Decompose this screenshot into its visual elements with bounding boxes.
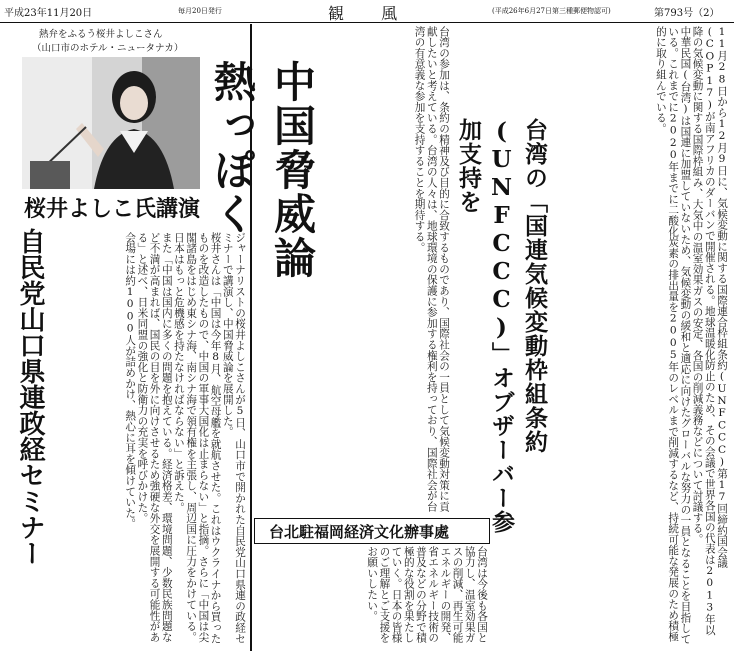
right-article-body-c xyxy=(254,546,488,646)
byline-box xyxy=(254,518,490,544)
speaker-photo xyxy=(22,57,200,189)
right-article-body-a xyxy=(492,26,728,646)
photo-caption-2: （山口市のホテル・ニュータナカ） xyxy=(32,43,184,54)
byline: 台北駐福岡経済文化辦事處 xyxy=(269,523,450,541)
publication-date: 平成23年11月20日 xyxy=(4,8,93,19)
page-header xyxy=(0,0,734,23)
headline-event: 自民党山口県連政経セミナー xyxy=(15,228,45,566)
issue-number: 第793号（2） xyxy=(654,8,720,19)
newspaper-logo: 観 風 xyxy=(328,4,414,23)
photo-caption-1: 熱弁をふるう桜井よしこさん xyxy=(39,29,163,40)
left-article-body xyxy=(46,232,246,644)
headline-taiwan: 台湾の「国連気候変動枠組条約(UNFCCC)」オブザーバー参加支持を xyxy=(455,118,548,534)
right-paragraph-2: 中華民国(台湾)は国連に加盟していないため、気候変動の緩和と適応に向けたグローバルな努力の一員となることを目指している。これまでに2020年までに二酸化炭素の排出量を2005年のレベルまで削減するなど、持続可能な発展のため積極的に取り組んでいる。 xyxy=(654,26,692,645)
right-paragraph-4: 台湾は今後も各国と協力し、温室効果ガスの削減、再生可能エネルギーの開発、省エネルギー技術の普及などの分野で積極的な役割を果たしていく。日本の皆様のご理解とご支援をお願いしたい。 xyxy=(366,546,488,644)
left-paragraph-4: 会場には約1000人が詰めかけ、熱心に耳を傾けていた。 xyxy=(124,232,137,530)
headline-main: 中国脅威論熱っぽく xyxy=(208,60,317,280)
issue-frequency: 毎月20日発行 xyxy=(178,7,222,15)
left-paragraph-3: また「中国は国内に多くの問題を抱えている。経済格差、環境問題、少数民族問題など不満が高まれば、国民の目を外に向けさせるため強硬な外交を展開する可能性がある」と述べ、日米同盟の強化と防衛力の充実を呼びかけた。 xyxy=(136,232,173,643)
left-paragraph-1: ジャーナリストの桜井よしこさんが5日、山口市で開かれた自民党山口県連の政経セミナーで講演し、中国脅威論を展開した。 xyxy=(221,232,246,644)
right-paragraph-3: 台湾の参加は、条約の精神及び目的に合致するものであり、国際社会の一員として気候変動対策に貢献したいと考えている。台湾の人々は、地球環境の保護に参加する権利を持っており、国際社会が台湾の有意義な参加を支持することを期待する。 xyxy=(413,26,450,512)
right-paragraph-1: 11月28日から12月9日に、気候変動に関する国際連合枠組条約(UNFCCC)第17回締約国会議(COP17)が南アフリカのダーバンで開催される。地球温暖化防止のため、その会議で世界各国の代表は2013年以降の気候変動に関する国際枠組み、大気中の温室効果ガスの安定、各国の削減義務などについて討議する。 xyxy=(691,26,728,636)
speaker-illustration xyxy=(22,57,200,189)
postal-permit: (平成26年6月27日第三種郵便物認可) xyxy=(492,7,611,15)
headline-speaker: 桜井よしこ氏講演 xyxy=(24,196,201,222)
left-paragraph-2: 桜井さんは「中国は今年8月、航空母艦を就航させた。これはウクライナから買ったものを改造したもので、中国の軍事大国化は止まらない」と指摘。さらに「中国は尖閣諸島をはじめ東シナ海、南シナ海で領有権を主張し、周辺国に圧力をかけている。日本はもっと危機感を持たなければならない」と訴えた。 xyxy=(172,232,222,644)
right-article-body-b xyxy=(254,26,450,512)
